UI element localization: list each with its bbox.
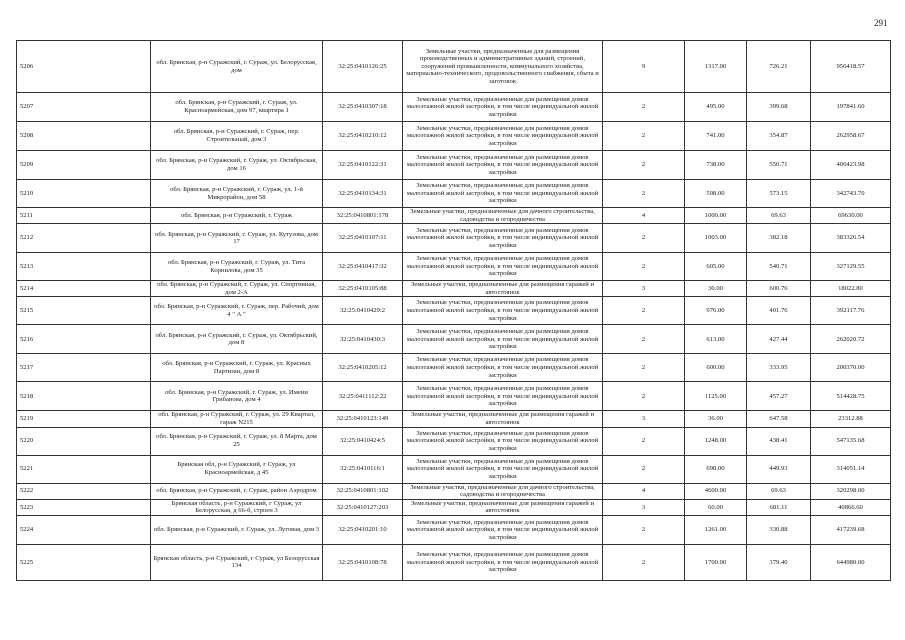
row-number: 5212 bbox=[17, 224, 151, 253]
area-cell: 60.00 bbox=[685, 499, 747, 515]
group-code-cell: 2 bbox=[603, 325, 685, 354]
address-cell: обл. Брянская, р-н Суражский, г. Сураж, пер. Строительный, дом 3 bbox=[151, 122, 323, 151]
table-row bbox=[17, 224, 891, 253]
cadastral-number-cell: 32:25:0410201:10 bbox=[323, 515, 403, 544]
cadastral-number-cell: 32:25:0410430:3 bbox=[323, 325, 403, 354]
land-use-cell: Земельные участки, предназначенные для размещения домов малоэтажной жилой застройки, в том числе индивидуальной жилой застройки bbox=[403, 224, 603, 253]
table-row bbox=[17, 427, 891, 455]
land-use-cell: Земельные участки, предназначенные для дачного строительства, садоводства и огородничества bbox=[403, 208, 603, 224]
row-number: 5225 bbox=[17, 544, 151, 580]
area-cell: 495.00 bbox=[685, 93, 747, 122]
table-row bbox=[17, 382, 891, 411]
cadastral-value-cell: 40866.60 bbox=[811, 499, 891, 515]
table-row bbox=[17, 281, 891, 297]
specific-value-cell: 726.21 bbox=[747, 41, 811, 93]
table-row bbox=[17, 122, 891, 151]
cadastral-value-cell: 956418.57 bbox=[811, 41, 891, 93]
row-number: 5216 bbox=[17, 325, 151, 354]
cadastral-value-cell: 514428.75 bbox=[811, 382, 891, 411]
cadastral-number-cell: 32:25:0410108:78 bbox=[323, 544, 403, 580]
area-cell: 1248.00 bbox=[685, 427, 747, 455]
cadastral-value-cell: 392117.76 bbox=[811, 297, 891, 325]
land-use-cell: Земельные участки, предназначенные для размещения домов малоэтажной жилой застройки, в том числе индивидуальной жилой застройки bbox=[403, 515, 603, 544]
group-code-cell: 2 bbox=[603, 122, 685, 151]
cadastral-number-cell: 32:25:0410429:2 bbox=[323, 297, 403, 325]
area-cell: 1000.00 bbox=[685, 208, 747, 224]
address-cell: обл. Брянская, р-н Суражский, г. Сураж, ул. Кутузова, дом 17 bbox=[151, 224, 323, 253]
group-code-cell: 2 bbox=[603, 382, 685, 411]
specific-value-cell: 449.93 bbox=[747, 455, 811, 483]
row-number: 5209 bbox=[17, 151, 151, 180]
table-row bbox=[17, 93, 891, 122]
specific-value-cell: 681.11 bbox=[747, 499, 811, 515]
group-code-cell: 9 bbox=[603, 41, 685, 93]
table-row bbox=[17, 483, 891, 499]
specific-value-cell: 333.95 bbox=[747, 354, 811, 382]
land-use-cell: Земельные участки, предназначенные для размещения домов малоэтажной жилой застройки, в том числе индивидуальной жилой застройки bbox=[403, 354, 603, 382]
cadastral-value-cell: 383326.54 bbox=[811, 224, 891, 253]
area-cell: 1700.00 bbox=[685, 544, 747, 580]
cadastral-number-cell: 32:25:0410424:5 bbox=[323, 427, 403, 455]
table-row bbox=[17, 208, 891, 224]
specific-value-cell: 550.71 bbox=[747, 151, 811, 180]
group-code-cell: 2 bbox=[603, 515, 685, 544]
area-cell: 741.00 bbox=[685, 122, 747, 151]
land-use-cell: Земельные участки, предназначенные для размещения производственных и административных зданий, строений, сооружений промышленности, коммунального хозяйства, материально-технического, продовольственного снабжения, сбыта и заготовок bbox=[403, 41, 603, 93]
cadastral-number-cell: 32:25:0410205:12 bbox=[323, 354, 403, 382]
cadastral-value-cell: 644980.00 bbox=[811, 544, 891, 580]
land-use-cell: Земельные участки, предназначенные для размещения домов малоэтажной жилой застройки, в том числе индивидуальной жилой застройки bbox=[403, 297, 603, 325]
group-code-cell: 2 bbox=[603, 224, 685, 253]
row-number: 5211 bbox=[17, 208, 151, 224]
land-use-cell: Земельные участки, предназначенные для размещения домов малоэтажной жилой застройки, в том числе индивидуальной жилой застройки bbox=[403, 93, 603, 122]
cadastral-number-cell: 32:25:0410801:102 bbox=[323, 483, 403, 499]
row-number: 5214 bbox=[17, 281, 151, 297]
cadastral-value-cell: 262958.67 bbox=[811, 122, 891, 151]
land-use-cell: Земельные участки, предназначенные для размещения домов малоэтажной жилой застройки, в том числе индивидуальной жилой застройки bbox=[403, 180, 603, 208]
table-body bbox=[17, 41, 891, 581]
group-code-cell: 3 bbox=[603, 499, 685, 515]
land-use-cell: Земельные участки, предназначенные для размещения домов малоэтажной жилой застройки, в том числе индивидуальной жилой застройки bbox=[403, 253, 603, 281]
address-cell: Брянская область, р-н Суражский, г Сураж, ул Белорусская 134 bbox=[151, 544, 323, 580]
land-use-cell: Земельные участки, предназначенные для размещения гаражей и автостоянок bbox=[403, 499, 603, 515]
cadastral-value-cell: 200370.00 bbox=[811, 354, 891, 382]
area-cell: 598.00 bbox=[685, 180, 747, 208]
cadastral-number-cell: 32:25:0410107:11 bbox=[323, 224, 403, 253]
area-cell: 698.00 bbox=[685, 455, 747, 483]
specific-value-cell: 399.68 bbox=[747, 93, 811, 122]
cadastral-number-cell: 32:25:0410210:12 bbox=[323, 122, 403, 151]
group-code-cell: 4 bbox=[603, 208, 685, 224]
specific-value-cell: 379.40 bbox=[747, 544, 811, 580]
address-cell: обл. Брянская, р-н Суражский, г. Сураж, ул. Октябрьская, дом 16 bbox=[151, 151, 323, 180]
address-cell: обл. Брянская, р-н Суражский, г. Сураж, ул. Имени Грибанова, дом 4 bbox=[151, 382, 323, 411]
row-number: 5223 bbox=[17, 499, 151, 515]
group-code-cell: 2 bbox=[603, 455, 685, 483]
cadastral-number-cell: 32:25:0410307:18 bbox=[323, 93, 403, 122]
cadastral-value-cell: 197841.60 bbox=[811, 93, 891, 122]
row-number: 5221 bbox=[17, 455, 151, 483]
land-use-cell: Земельные участки, предназначенные для дачного строительства, садоводства и огородничества bbox=[403, 483, 603, 499]
cadastral-value-cell: 262020.72 bbox=[811, 325, 891, 354]
group-code-cell: 4 bbox=[603, 483, 685, 499]
cadastral-value-cell: 406423.98 bbox=[811, 151, 891, 180]
table-row bbox=[17, 499, 891, 515]
address-cell: обл. Брянская, р-н Суражский, г. Сураж, ул. Тита Корнилова, дом 35 bbox=[151, 253, 323, 281]
specific-value-cell: 647.58 bbox=[747, 411, 811, 427]
cadastral-value-cell: 314051.14 bbox=[811, 455, 891, 483]
cadastral-value-cell: 327129.55 bbox=[811, 253, 891, 281]
address-cell: обл. Брянская, р-н Суражский, г. Сураж bbox=[151, 208, 323, 224]
land-use-cell: Земельные участки, предназначенные для размещения домов малоэтажной жилой застройки, в том числе индивидуальной жилой застройки bbox=[403, 151, 603, 180]
table-row bbox=[17, 544, 891, 580]
area-cell: 1261.00 bbox=[685, 515, 747, 544]
specific-value-cell: 600.76 bbox=[747, 281, 811, 297]
area-cell: 600.00 bbox=[685, 354, 747, 382]
row-number: 5215 bbox=[17, 297, 151, 325]
page-number: 291 bbox=[874, 18, 888, 28]
table-row bbox=[17, 253, 891, 281]
address-cell: обл. Брянская, р-н Суражский, г. Сураж, ул. 8 Марта, дом 25 bbox=[151, 427, 323, 455]
table-row bbox=[17, 354, 891, 382]
row-number: 5218 bbox=[17, 382, 151, 411]
row-number: 5210 bbox=[17, 180, 151, 208]
address-cell: обл. Брянская, р-н Суражский, г. Сураж, ул. Спортивная, дом 2-А bbox=[151, 281, 323, 297]
land-use-cell: Земельные участки, предназначенные для размещения домов малоэтажной жилой застройки, в том числе индивидуальной жилой застройки bbox=[403, 455, 603, 483]
table-row bbox=[17, 151, 891, 180]
address-cell: Брянская обл, р-н Суражский, г Сураж, ул Красноармейская, д 45 bbox=[151, 455, 323, 483]
group-code-cell: 2 bbox=[603, 93, 685, 122]
specific-value-cell: 457.27 bbox=[747, 382, 811, 411]
table-row bbox=[17, 411, 891, 427]
address-cell: обл. Брянская, р-н Суражский, г. Сураж, ул. Красноармейская, дом 97, квартира 1 bbox=[151, 93, 323, 122]
row-number: 5222 bbox=[17, 483, 151, 499]
cadastral-number-cell: 32:25:0410417:32 bbox=[323, 253, 403, 281]
land-use-cell: Земельные участки, предназначенные для размещения гаражей и автостоянок bbox=[403, 411, 603, 427]
cadastral-value-cell: 69630.00 bbox=[811, 208, 891, 224]
cadastral-value-cell: 342743.70 bbox=[811, 180, 891, 208]
specific-value-cell: 69.63 bbox=[747, 208, 811, 224]
row-number: 5207 bbox=[17, 93, 151, 122]
area-cell: 613.00 bbox=[685, 325, 747, 354]
address-cell: обл. Брянская, р-н Суражский, г. Сураж, ул. Красных Партизан, дом 8 bbox=[151, 354, 323, 382]
land-use-cell: Земельные участки, предназначенные для размещения домов малоэтажной жилой застройки, в том числе индивидуальной жилой застройки bbox=[403, 382, 603, 411]
group-code-cell: 3 bbox=[603, 281, 685, 297]
row-number: 5220 bbox=[17, 427, 151, 455]
row-number: 5224 bbox=[17, 515, 151, 544]
group-code-cell: 2 bbox=[603, 180, 685, 208]
cadastral-number-cell: 32:25:0411112:22 bbox=[323, 382, 403, 411]
area-cell: 1125.00 bbox=[685, 382, 747, 411]
area-cell: 738.00 bbox=[685, 151, 747, 180]
area-cell: 1003.00 bbox=[685, 224, 747, 253]
table-row bbox=[17, 180, 891, 208]
specific-value-cell: 573.15 bbox=[747, 180, 811, 208]
group-code-cell: 2 bbox=[603, 544, 685, 580]
specific-value-cell: 69.63 bbox=[747, 483, 811, 499]
cadastral-number-cell: 32:25:0410126:25 bbox=[323, 41, 403, 93]
land-use-cell: Земельные участки, предназначенные для размещения домов малоэтажной жилой застройки, в том числе индивидуальной жилой застройки bbox=[403, 325, 603, 354]
area-cell: 976.00 bbox=[685, 297, 747, 325]
cadastral-value-cell: 320298.00 bbox=[811, 483, 891, 499]
specific-value-cell: 427.44 bbox=[747, 325, 811, 354]
cadastral-value-cell: 547135.68 bbox=[811, 427, 891, 455]
area-cell: 4600.00 bbox=[685, 483, 747, 499]
cadastral-value-cell: 417239.68 bbox=[811, 515, 891, 544]
specific-value-cell: 382.18 bbox=[747, 224, 811, 253]
address-cell: обл. Брянская, р-н Суражский, г. Сураж, ул. Луговая, дом 3 bbox=[151, 515, 323, 544]
specific-value-cell: 540.71 bbox=[747, 253, 811, 281]
specific-value-cell: 330.88 bbox=[747, 515, 811, 544]
cadastral-number-cell: 32:25:0410116:1 bbox=[323, 455, 403, 483]
table-row bbox=[17, 297, 891, 325]
cadastral-number-cell: 32:25:0410134:31 bbox=[323, 180, 403, 208]
group-code-cell: 2 bbox=[603, 151, 685, 180]
address-cell: обл. Брянская, р-н Суражский, г. Сураж, ул. 29 Квартал, гараж N215 bbox=[151, 411, 323, 427]
specific-value-cell: 401.76 bbox=[747, 297, 811, 325]
land-use-cell: Земельные участки, предназначенные для размещения домов малоэтажной жилой застройки, в том числе индивидуальной жилой застройки bbox=[403, 122, 603, 151]
address-cell: обл. Брянская, р-н Суражский, г. Сураж, ул. Октябрьский, дом 8 bbox=[151, 325, 323, 354]
cadastral-value-cell: 23312.88 bbox=[811, 411, 891, 427]
row-number: 5213 bbox=[17, 253, 151, 281]
cadastral-value-cell: 18022.80 bbox=[811, 281, 891, 297]
area-cell: 605.00 bbox=[685, 253, 747, 281]
area-cell: 36.00 bbox=[685, 411, 747, 427]
specific-value-cell: 354.87 bbox=[747, 122, 811, 151]
row-number: 5206 bbox=[17, 41, 151, 93]
cadastral-value-table bbox=[16, 40, 891, 581]
address-cell: обл. Брянская, р-н Суражский, г. Сураж, ул. 1-й Микрорайон, дом 58 bbox=[151, 180, 323, 208]
group-code-cell: 2 bbox=[603, 354, 685, 382]
cadastral-number-cell: 32:25:0410123:149 bbox=[323, 411, 403, 427]
cadastral-number-cell: 32:25:0410105:88 bbox=[323, 281, 403, 297]
group-code-cell: 2 bbox=[603, 427, 685, 455]
address-cell: обл. Брянская, р-н Суражский, г. Сураж, ул. Белорусская, дом bbox=[151, 41, 323, 93]
group-code-cell: 2 bbox=[603, 297, 685, 325]
land-use-cell: Земельные участки, предназначенные для размещения гаражей и автостоянок bbox=[403, 281, 603, 297]
cadastral-number-cell: 32:25:0410801:178 bbox=[323, 208, 403, 224]
area-cell: 30.00 bbox=[685, 281, 747, 297]
table-row bbox=[17, 455, 891, 483]
address-cell: обл. Брянская, р-н Суражский, г. Сураж, пер. Рабочий, дом 4 " А " bbox=[151, 297, 323, 325]
specific-value-cell: 438.41 bbox=[747, 427, 811, 455]
address-cell: обл. Брянская, р-н Суражский, г. Сураж, район Аэродром bbox=[151, 483, 323, 499]
land-use-cell: Земельные участки, предназначенные для размещения домов малоэтажной жилой застройки, в том числе индивидуальной жилой застройки bbox=[403, 544, 603, 580]
row-number: 5217 bbox=[17, 354, 151, 382]
row-number: 5219 bbox=[17, 411, 151, 427]
table-row bbox=[17, 515, 891, 544]
land-use-cell: Земельные участки, предназначенные для размещения домов малоэтажной жилой застройки, в том числе индивидуальной жилой застройки bbox=[403, 427, 603, 455]
cadastral-number-cell: 32:25:0410122:31 bbox=[323, 151, 403, 180]
table-row bbox=[17, 41, 891, 93]
row-number: 5208 bbox=[17, 122, 151, 151]
table-row bbox=[17, 325, 891, 354]
group-code-cell: 2 bbox=[603, 253, 685, 281]
cadastral-number-cell: 32:25:0410127:203 bbox=[323, 499, 403, 515]
area-cell: 1317.00 bbox=[685, 41, 747, 93]
group-code-cell: 3 bbox=[603, 411, 685, 427]
address-cell: Брянская область, р-н Суражский, г Сураж, ул Белорусская, д 66-б, строен 3 bbox=[151, 499, 323, 515]
